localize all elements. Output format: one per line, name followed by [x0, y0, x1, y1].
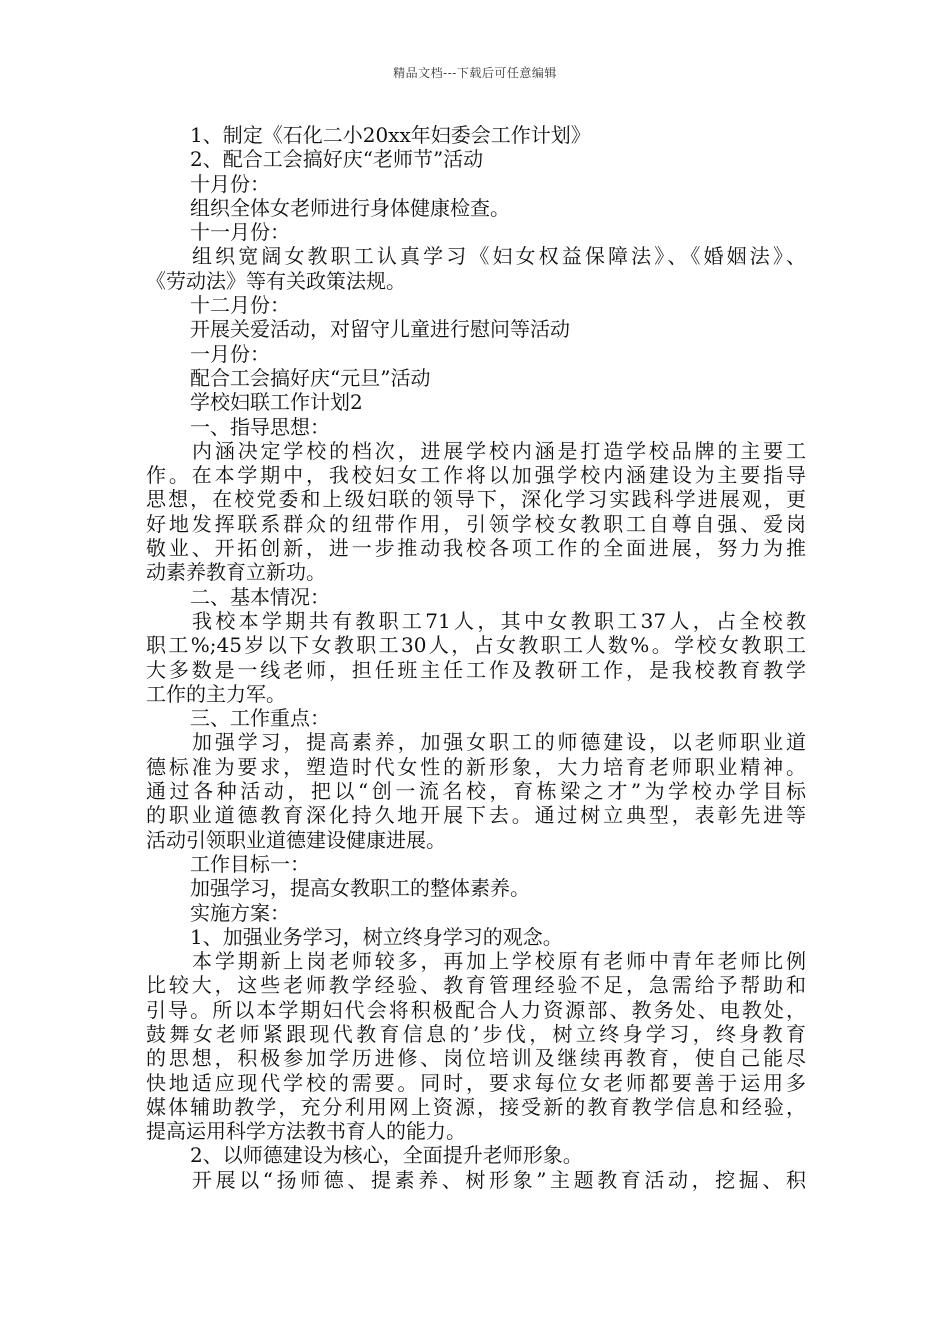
- text-line: 通过各种活动，把以“创一流名校，育栋梁之才”为学校办学目标: [146, 779, 806, 804]
- document-body: [146, 123, 806, 1192]
- text-line: 我校本学期共有教职工71人，其中女教职工37人，占全校教: [192, 608, 806, 633]
- text-line: 学校妇联工作计划2: [190, 390, 363, 415]
- text-line: 开展关爱活动，对留守儿童进行慰问等活动: [190, 317, 570, 342]
- text-line: 动素养教育立新功。: [146, 560, 326, 585]
- text-line: 工作目标一：: [190, 851, 310, 876]
- text-line: 作。在本学期中，我校妇女工作将以加强学校内涵建设为主要指导: [146, 463, 806, 488]
- text-line: 的思想，积极参加学历进修、岗位培训及继续再教育，使自己能尽: [146, 1046, 806, 1071]
- page-header: 精品文档---下载后可任意编辑: [393, 66, 557, 80]
- text-line: 2、配合工会搞好庆“老师节”活动: [190, 147, 484, 172]
- text-line: 三、工作重点：: [190, 706, 330, 731]
- text-line: 鼓舞女老师紧跟现代教育信息的’步伐，树立终身学习，终身教育: [146, 1021, 806, 1046]
- text-line: 一月份：: [190, 341, 270, 366]
- text-line: 思想，在校党委和上级妇联的领导下，深化学习实践科学进展观，更: [146, 487, 806, 512]
- text-line: 快地适应现代学校的需要。同时，要求每位女老师都要善于运用多: [146, 1070, 806, 1095]
- text-line: 1、制定《石化二小20xx年妇委会工作计划》: [190, 123, 591, 147]
- text-line: 十二月份：: [190, 293, 290, 318]
- text-line: 大多数是一线老师，担任班主任工作及教研工作，是我校教育教学: [146, 657, 806, 682]
- text-line: 内涵决定学校的档次，进展学校内涵是打造学校品牌的主要工: [192, 438, 806, 463]
- text-line: 配合工会搞好庆“元旦”活动: [190, 365, 431, 390]
- text-line: 敬业、开拓创新，进一步推动我校各项工作的全面进展，努力为推: [146, 536, 806, 561]
- text-line: 媒体辅助教学，充分利用网上资源，接受新的教育教学信息和经验，: [146, 1094, 806, 1119]
- text-line: 加强学习，提高素养，加强女职工的师德建设，以老师职业道: [192, 730, 806, 755]
- text-line: 的职业道德教育深化持久地开展下去。通过树立典型，表彰先进等: [146, 803, 806, 828]
- text-line: 好地发挥联系群众的纽带作用，引领学校女教职工自尊自强、爱岗: [146, 511, 806, 536]
- text-line: 十一月份：: [190, 220, 290, 245]
- text-line: 德标准为要求，塑造时代女性的新形象，大力培育老师职业精神。: [146, 754, 806, 779]
- text-line: 十月份：: [190, 171, 270, 196]
- text-line: 组织宽阔女教职工认真学习《妇女权益保障法》、《婚姻法》、: [192, 244, 806, 269]
- text-line: 活动引领职业道德建设健康进展。: [146, 827, 446, 852]
- text-line: 职工%;45岁以下女教职工30人，占女教职工人数%。学校女教职工: [146, 633, 806, 658]
- text-line: 组织全体女老师进行身体健康检查。: [190, 195, 510, 220]
- text-line: 开展以“扬师德、提素养、树形象”主题教育活动，挖掘、积: [192, 1167, 806, 1192]
- text-line: 二、基本情况：: [190, 584, 330, 609]
- text-line: 比较大，这些老师教学经验、教育管理经验不足，急需给予帮助和: [146, 973, 806, 998]
- text-line: 2、以师德建设为核心，全面提升老师形象。: [190, 1143, 583, 1168]
- text-line: 提高运用科学方法教书育人的能力。: [146, 1119, 466, 1144]
- text-line: 实施方案：: [190, 900, 290, 925]
- text-line: 引导。所以本学期妇代会将积极配合人力资源部、教务处、电教处，: [146, 997, 806, 1022]
- text-line: 加强学习，提高女教职工的整体素养。: [190, 876, 530, 901]
- text-line: 一、指导思想：: [190, 414, 330, 439]
- text-line: 《劳动法》等有关政策法规。: [146, 268, 406, 293]
- text-line: 本学期新上岗老师较多，再加上学校原有老师中青年老师比例: [192, 949, 806, 974]
- text-line: 1、加强业务学习，树立终身学习的观念。: [190, 924, 563, 949]
- text-line: 工作的主力军。: [146, 681, 286, 706]
